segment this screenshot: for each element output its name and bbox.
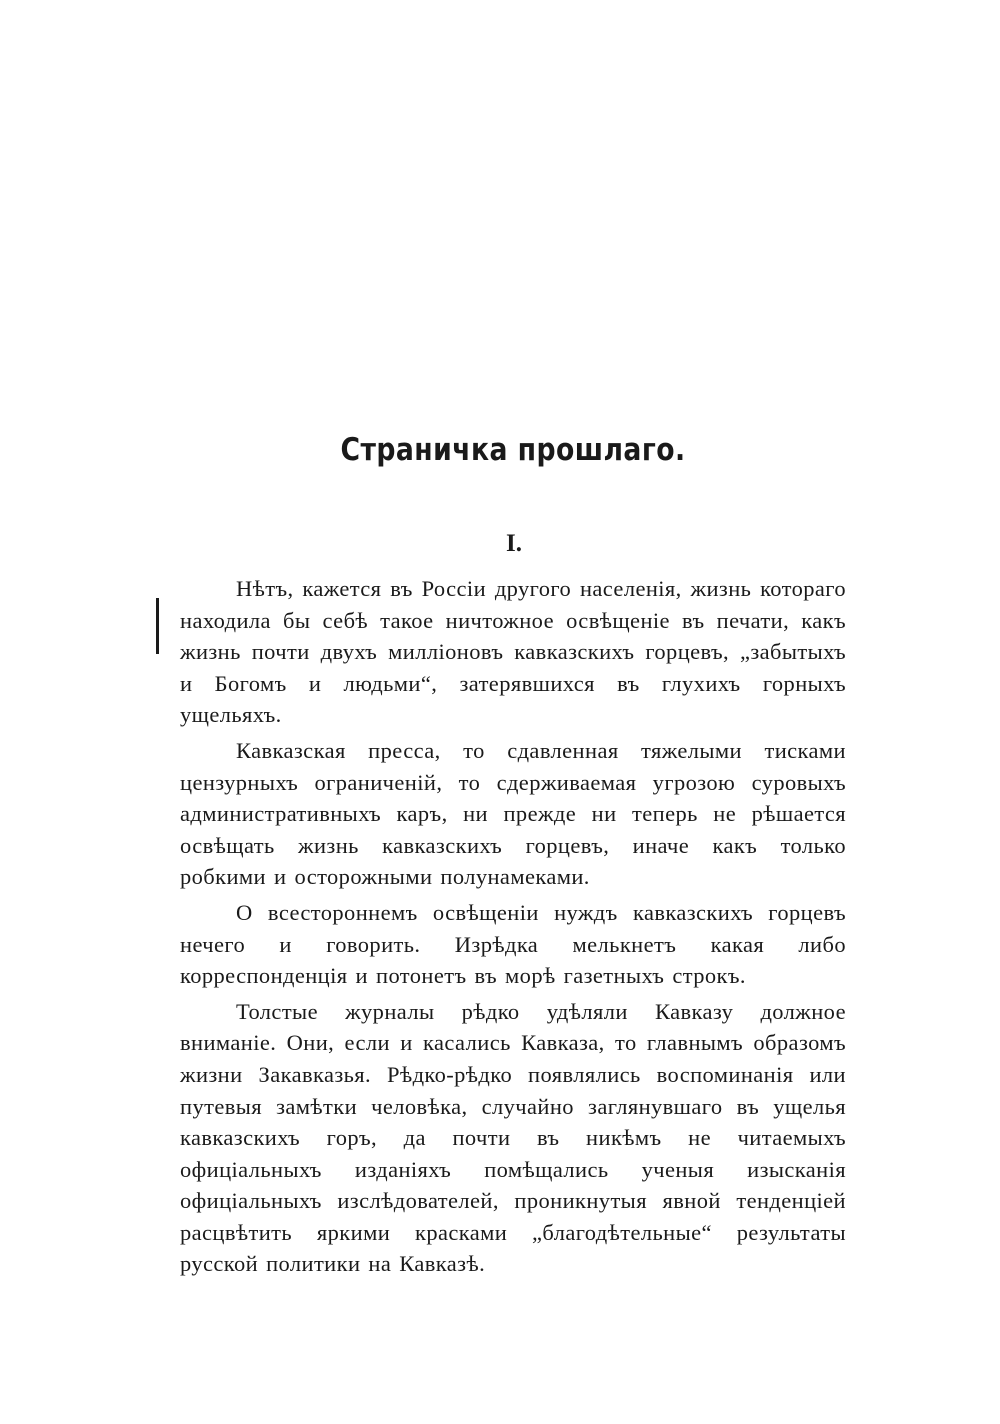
paragraph: Кавказская пресса, то сдавленная тяжелыми тисками цензурныхъ ограниченій, то сдерживаемая угрозою суровыхъ административныхъ каръ, ни прежде ни теперь не рѣшается освѣщать жизнь кавказскихъ горцевъ, иначе какъ только робкими и осторожными полунамеками.	[180, 737, 846, 890]
margin-mark	[156, 598, 159, 654]
body-text	[180, 573, 846, 1284]
paragraph: О всестороннемъ освѣщеніи нуждъ кавказскихъ горцевъ нечего и говорить. Изрѣдка мелькнетъ какая либо корреспонденція и потонетъ въ морѣ газетныхъ строкъ.	[180, 899, 846, 989]
page-title: Страничка прошлаго.	[340, 432, 686, 468]
paragraph: Нѣтъ, кажется въ Россіи другого населенія, жизнь котораго находила бы себѣ такое ничтожное освѣщеніе въ печати, какъ жизнь почти двухъ милліоновъ кавказскихъ горцевъ, „забытыхъ и Богомъ и людьми“, затерявшихся въ глухихъ горныхъ ущельяхъ.	[180, 576, 846, 728]
paragraph: Толстые журналы рѣдко удѣляли Кавказу должное вниманіе. Они, если и касались Кавказа, то главнымъ образомъ жизни Закавказья. Рѣдко-рѣдко появлялись воспоминанія или путевыя замѣтки человѣка, случайно заглянувшаго въ ущелья кавказскихъ горъ, да почти въ никѣмъ не читаемыхъ офиціальныхъ изданіяхъ помѣщались ученыя изысканія офиціальныхъ изслѣдователей, проникнутыя явной тенденціей расцвѣтить яркими красками „благодѣтельные“ результаты русской политики на Кавказѣ.	[180, 998, 846, 1277]
chapter-number: I.	[506, 530, 522, 557]
